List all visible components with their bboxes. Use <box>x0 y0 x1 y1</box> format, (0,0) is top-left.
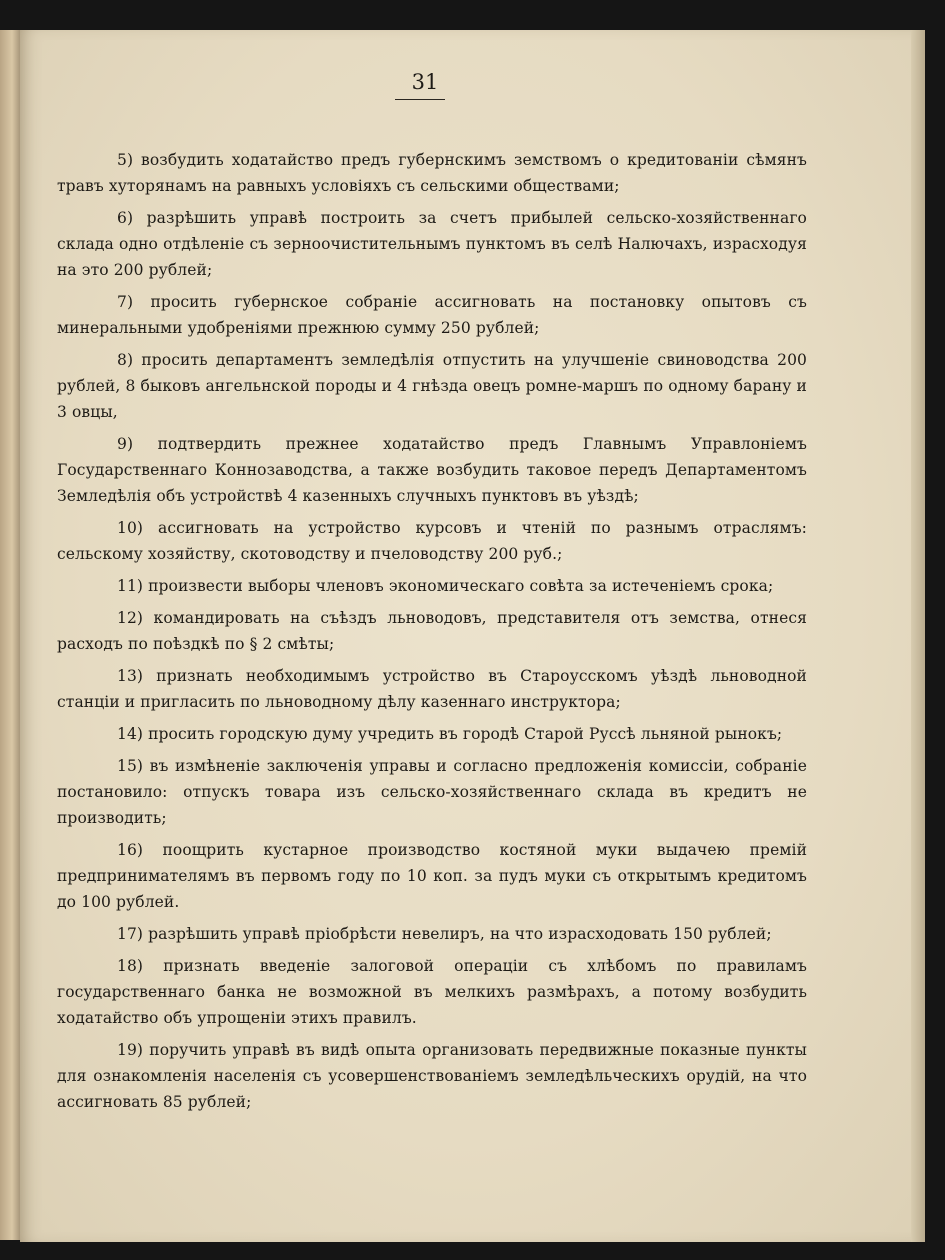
paragraph-item-8: 8) просить департаментъ земледѣлія отпустить на улучшеніе свиноводства 200 рублей, 8 быковъ ангельнской породы и 4 гнѣзда овецъ ромне-маршъ по одному барану и 3 овцы, <box>57 351 807 421</box>
paragraph-item-13: 13) признать необходимымъ устройство въ Староусскомъ уѣздѣ льноводной станціи и пригласить по льноводному дѣлу казеннаго инструктора; <box>57 667 807 711</box>
paragraph-item-5: 5) возбудить ходатайство предъ губернскимъ земствомъ о кредитованіи сѣмянъ травъ хуторянамъ на равныхъ условіяхъ съ сельскими обществами; <box>57 151 807 195</box>
paragraph-item-17: 17) разрѣшить управѣ пріобрѣсти невелиръ, на что израсходовать 150 рублей; <box>117 925 772 943</box>
paragraph-item-14: 14) просить городскую думу учредить въ городѣ Старой Руссѣ льняной рынокъ; <box>117 725 783 743</box>
paragraph-item-15: 15) въ измѣненіе заключенія управы и согласно предложенія комиссіи, собраніе постановило: отпускъ товара изъ сельско-хозяйственнаго склада въ кредитъ не производить; <box>57 757 807 827</box>
paragraph-item-12: 12) командировать на съѣздъ льноводовъ, представителя отъ земства, отнеся расходъ по поѣздкѣ по § 2 смѣты; <box>57 609 807 653</box>
paragraph-item-19: 19) поручить управѣ въ видѣ опыта организовать передвижные показные пункты для ознакомленія населенія съ усовершенствованіемъ земледѣльческихъ орудій, на что ассигновать 85 рублей; <box>57 1041 807 1111</box>
paragraph-item-18: 18) признать введеніе залоговой операціи съ хлѣбомъ по правиламъ государственнаго банка не возможной въ мелкихъ размѣрахъ, а потому возбудить ходатайство объ упрощеніи этихъ правилъ. <box>57 957 807 1027</box>
paragraph-item-9: 9) подтвердить прежнее ходатайство предъ Главнымъ Управлоніемъ Государственнаго Коннозаводства, а также возбудить таковое передъ Департаментомъ Земледѣлія объ устройствѣ 4 казенныхъ случныхъ пунктовъ въ уѣздѣ; <box>57 435 807 505</box>
page-number-rule <box>395 99 445 100</box>
paragraph-item-16: 16) поощрить кустарное производство костяной муки выдачею премій предпринимателямъ въ первомъ году по 10 коп. за пудъ муки съ открытымъ кредитомъ до 100 рублей. <box>57 841 807 911</box>
page-body <box>57 147 807 1121</box>
paragraph-item-6: 6) разрѣшить управѣ построить за счетъ прибылей сельско-хозяйственнаго склада одно отдѣленіе съ зерноочистительнымъ пунктомъ въ селѣ Налючахъ, израсходуя на это 200 рублей; <box>57 209 807 279</box>
paragraph-item-7: 7) просить губернское собраніе ассигновать на постановку опытовъ съ минеральными удобреніями прежнюю сумму 250 рублей; <box>57 293 807 337</box>
page-fore-edge <box>911 30 925 1242</box>
paragraph-item-11: 11) произвести выборы членовъ экономическаго совѣта за истеченіемъ срока; <box>117 577 774 595</box>
page-number: 31 <box>411 70 439 94</box>
paragraph-item-10: 10) ассигновать на устройство курсовъ и чтеній по разнымъ отраслямъ: сельскому хозяйству, скотоводству и пчеловодству 200 руб.; <box>57 519 807 563</box>
facing-page-edge <box>0 30 20 1240</box>
